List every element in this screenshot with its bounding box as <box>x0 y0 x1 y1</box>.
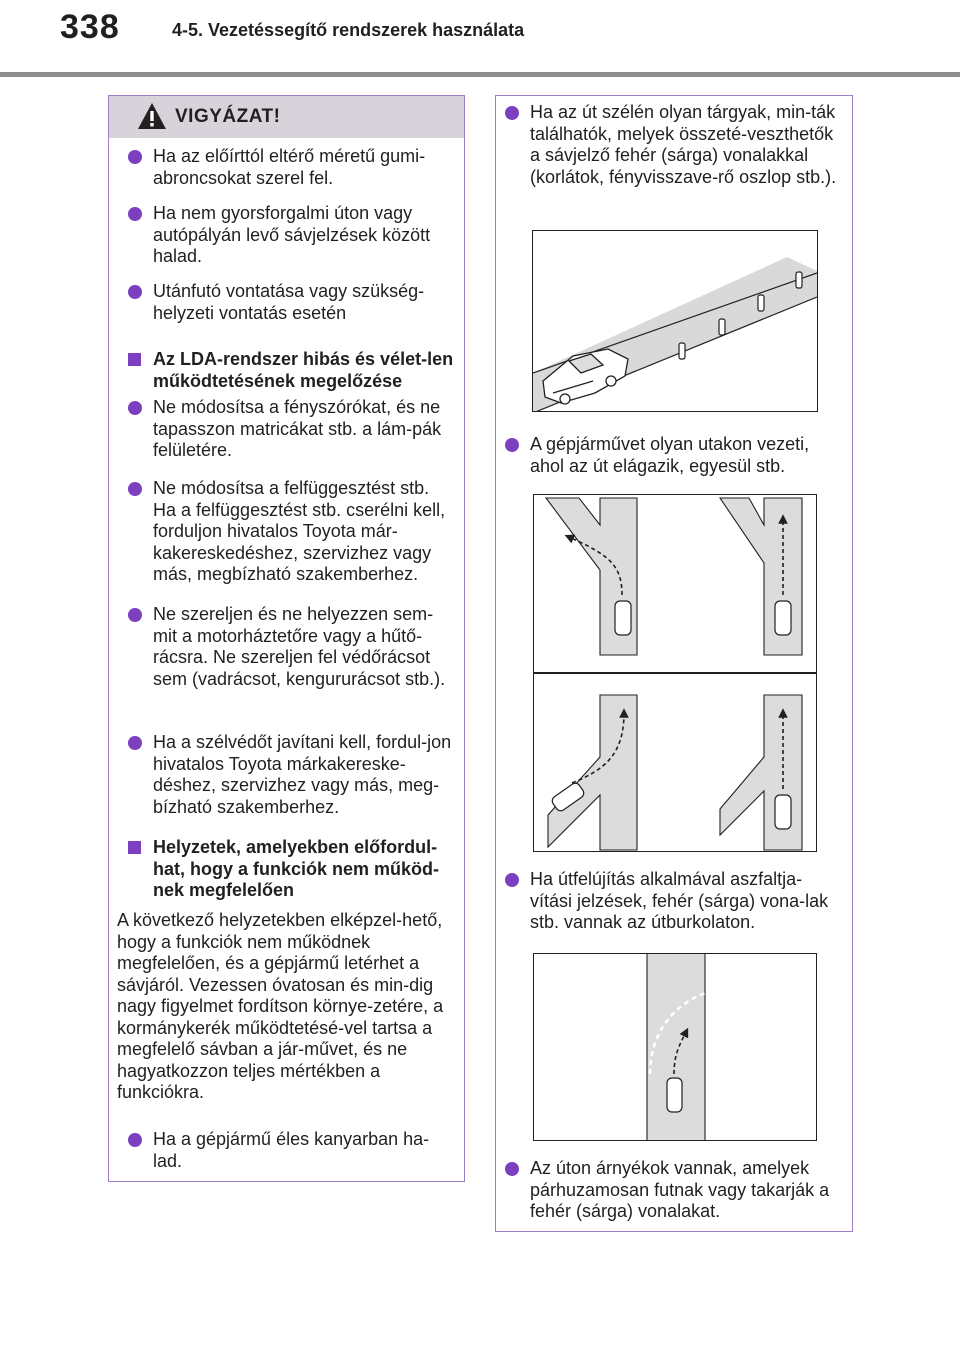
warning-box <box>108 95 465 1182</box>
list-item: A gépjárművet olyan utakon vezeti, ahol az út elágazik, egyesül stb. <box>502 434 842 477</box>
figure-road-repair-marks <box>533 953 817 1141</box>
section-heading: Az LDA-rendszer hibás és vélet-len működtetésének megelőzése <box>125 349 455 392</box>
square-bullet-icon <box>128 841 141 854</box>
list-item: Ha az előírttól eltérő méretű gumi-abroncsokat szerel fel. <box>125 146 455 189</box>
bullet-icon <box>128 1133 142 1147</box>
conditions-box <box>495 95 853 1232</box>
warning-title: VIGYÁZAT! <box>175 106 281 127</box>
list-item: Az úton árnyékok vannak, amelyek párhuzamosan futnak vagy takarják a fehér (sárga) vonalakat. <box>502 1158 842 1223</box>
chapter-title: 4-5. Vezetéssegítő rendszerek használata <box>172 20 525 40</box>
page-header <box>0 0 960 78</box>
bullet-icon <box>128 207 142 221</box>
bullet-icon <box>128 608 142 622</box>
bullet-icon <box>128 285 142 299</box>
list-item: Utánfutó vontatása vagy szükség-helyzeti vontatás esetén <box>125 281 455 324</box>
figure-roadside-poles <box>532 230 818 412</box>
square-bullet-icon <box>128 353 141 366</box>
header-divider <box>0 72 960 77</box>
bullet-icon <box>505 873 519 887</box>
page-number: 338 <box>60 8 120 46</box>
section-paragraph: A következő helyzetekben elképzel-hető, hogy a funkciók nem működnek megfelelően, és a gépjármű letérhet a sávjáról. Vezessen óvatosan és min-dig nagy figyelmet fordítson környe-zetére, a kormánykerék működtetésé-vel tartsa a megfelelő sávban a jár-művet, és ne hagyatkozzon teljes mértékben a funkciókra. <box>117 910 444 1102</box>
warning-header <box>109 96 464 138</box>
figure-branching-roads <box>533 494 817 852</box>
section-heading: Helyzetek, amelyekben előfordul-hat, hogy a funkciók nem működ-nek megfelelően <box>125 837 455 902</box>
bullet-icon <box>505 106 519 120</box>
bullet-icon <box>128 401 142 415</box>
warning-triangle-icon <box>137 102 167 130</box>
list-item: Ha útfelújítás alkalmával aszfaltja-vítási jelzések, fehér (sárga) vona-lak stb. vannak az útburkolaton. <box>502 869 842 934</box>
bullet-icon <box>505 1162 519 1176</box>
bullet-icon <box>128 150 142 164</box>
list-item: Ha nem gyorsforgalmi úton vagy autópályán levő sávjelzések között halad. <box>125 203 455 268</box>
list-item: Ne módosítsa a fényszórókat, és ne tapasszon matricákat stb. a lám-pák felületére. <box>125 397 455 462</box>
roadside-poles-illustration <box>533 231 818 412</box>
list-item: Ha az út szélén olyan tárgyak, min-ták találhatók, melyek összeté-veszthetők a sávjelző fehér (sárga) vonalakkal (korlátok, fényvisszave-rő oszlop stb.). <box>502 102 842 188</box>
road-repair-illustration <box>534 954 817 1141</box>
bullet-icon <box>128 736 142 750</box>
bullet-icon <box>128 482 142 496</box>
bullet-icon <box>505 438 519 452</box>
list-item: Ha a gépjármű éles kanyarban ha-lad. <box>125 1129 455 1172</box>
list-item: Ha a szélvédőt javítani kell, fordul-jon hivatalos Toyota márkakereske-déshez, szervizhez vagy más, meg-bízható szakemberhez. <box>125 732 455 818</box>
branching-roads-illustration <box>534 495 817 852</box>
list-item: Ne módosítsa a felfüggesztést stb. Ha a felfüggesztést stb. cserélni kell, forduljon hivatalos Toyota már-kakereskedéshez, szervizhez vagy más, megbízható szakemberhez. <box>125 478 455 586</box>
list-item: Ne szereljen és ne helyezzen sem-mit a motorháztetőre vagy a hűtő-rácsra. Ne szereljen fel védőrácsot sem (vadrácsot, kengururácsot stb.). <box>125 604 455 690</box>
